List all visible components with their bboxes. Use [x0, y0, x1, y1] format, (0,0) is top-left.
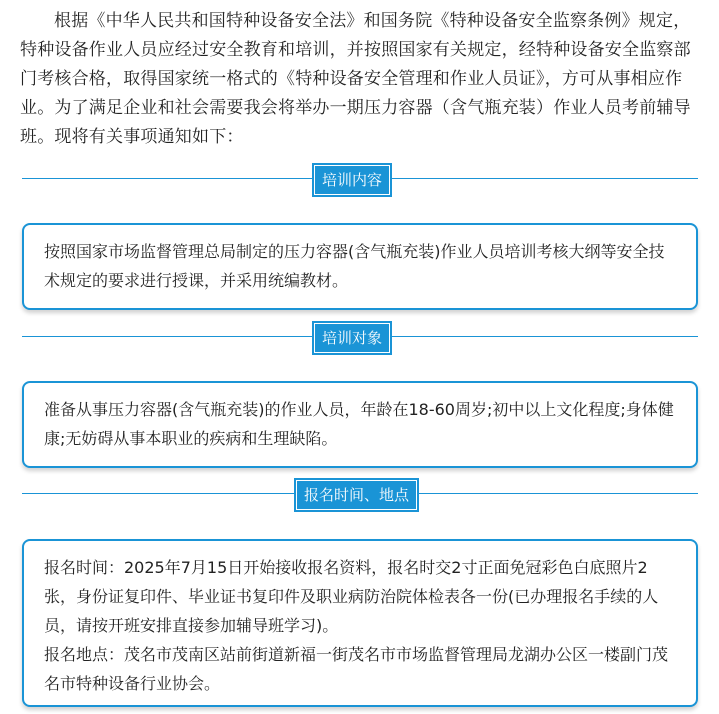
- section-header-training-target: [22, 321, 698, 351]
- section-box-training-content: [22, 223, 698, 310]
- section-tag: [312, 321, 392, 355]
- section-tag: [294, 478, 419, 512]
- section-header-training-content: [22, 163, 698, 193]
- section-tag: [312, 163, 392, 197]
- section-text: 按照国家市场监督管理总局制定的压力容器(含气瓶充装)作业人员培训考核大纲等安全技术规定的要求进行授课，并采用统编教材。: [44, 242, 665, 290]
- section-box-training-target: [22, 381, 698, 468]
- section-text: 准备从事压力容器(含气瓶充装)的作业人员，年龄在18-60周岁;初中以上文化程度;身体健康;无妨碍从事本职业的疾病和生理缺陷。: [44, 400, 674, 448]
- registration-time-text: 报名时间：2025年7月15日开始接收报名资料，报名时交2寸正面免冠彩色白底照片2张，身份证复印件、毕业证书复印件及职业病防治院体检表各一份(已办理报名手续的人员，请按开班安排直接参加辅导班学习)。: [44, 558, 659, 635]
- registration-location-text: 报名地点：茂名市茂南区站前街道新福一街茂名市市场监督管理局龙湖办公区一楼副门茂名市特种设备行业协会。: [44, 645, 669, 693]
- section-title: 培训对象: [315, 324, 389, 352]
- section-box-registration: [22, 539, 698, 707]
- section-title: 报名时间、地点: [297, 481, 416, 509]
- intro-paragraph: 根据《中华人民共和国特种设备安全法》和国务院《特种设备安全监察条例》规定，特种设备作业人员应经过安全教育和培训，并按照国家有关规定，经特种设备安全监察部门考核合格，取得国家统一格式的《特种设备安全管理和作业人员证》，方可从事相应作业。为了满足企业和社会需要我会将举办一期压力容器（含气瓶充装）作业人员考前辅导班。现将有关事项通知如下：: [20, 11, 691, 147]
- section-header-registration: [22, 478, 698, 508]
- section-title: 培训内容: [315, 166, 389, 194]
